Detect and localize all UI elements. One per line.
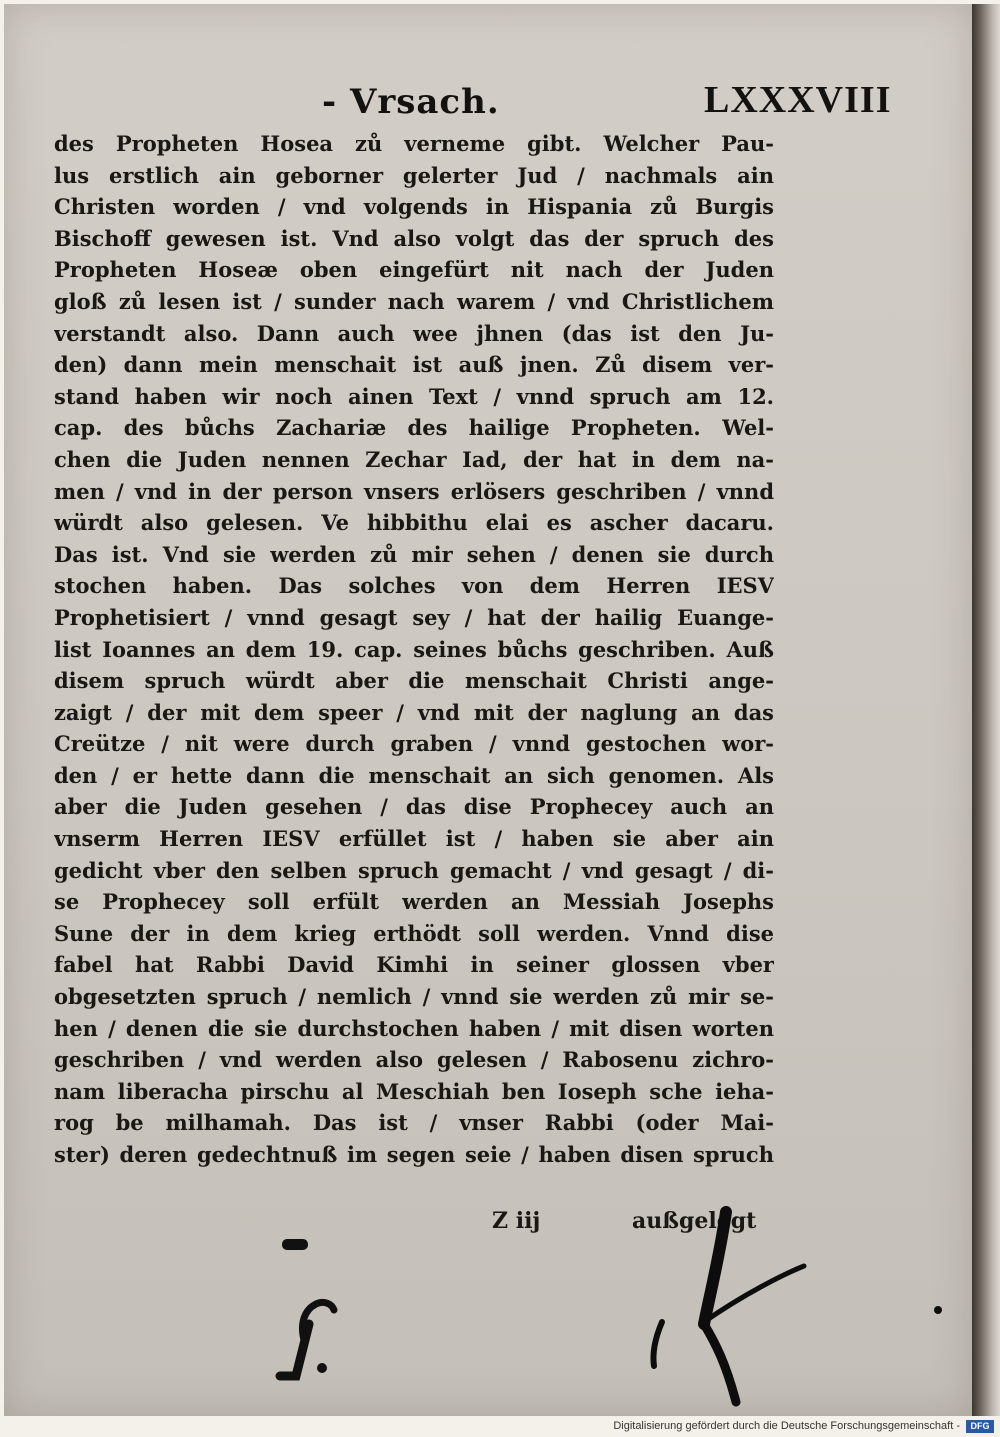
text-line: verstandt also. Dann auch wee jhnen (das ist den Ju- — [54, 320, 774, 346]
text-line: men / vnd in der person vnsers erlösers geschriben / vnnd — [54, 478, 774, 504]
catchword: außgelegt — [632, 1208, 757, 1234]
text-line: vnserm Herren IESV erfüllet ist / haben sie aber ain — [54, 826, 774, 852]
ink-marks — [4, 4, 972, 1416]
text-line: den) dann mein menschait ist auß jnen. Zů disem ver- — [54, 352, 774, 378]
text-line: lus erstlich ain geborner gelerter Jud / nachmals ain — [54, 162, 774, 188]
text-line: gedicht vber den selben spruch gemacht / vnd gesagt / di- — [54, 857, 774, 883]
book-page — [4, 4, 972, 1416]
digitization-footer — [0, 1418, 1000, 1437]
text-line: zaigt / der mit dem speer / vnd mit der naglung an das — [54, 699, 774, 725]
ink-stroke-dash — [282, 1239, 308, 1250]
text-line: Das ist. Vnd sie werden zů mir sehen / denen sie durch — [54, 541, 774, 567]
text-line: rog be milhamah. Das ist / vnser Rabbi (oder Mai- — [54, 1110, 774, 1136]
text-line: cap. des bůchs Zachariæ des hailige Propheten. Wel- — [54, 415, 774, 441]
text-line: Propheten Hoseæ oben eingefürt nit nach der Juden — [54, 257, 774, 283]
text-line: disem spruch würdt aber die menschait Christi ange- — [54, 668, 774, 694]
text-line: ster) deren gedechtnuß im segen seie / haben disen spruch — [54, 1142, 774, 1167]
footer-credit: Digitalisierung gefördert durch die Deutsche Forschungsgemeinschaft - — [613, 1420, 960, 1432]
page-spine-edge — [972, 4, 1000, 1416]
text-line: obgesetzten spruch / nemlich / vnnd sie werden zů mir se- — [54, 984, 774, 1010]
text-line: nam liberacha pirschu al Meschiah ben Ioseph sche ieha- — [54, 1078, 774, 1104]
text-line: list Ioannes an dem 19. cap. seines bůchs geschriben. Auß — [54, 636, 774, 662]
text-line: Christen worden / vnd volgends in Hispania zů Burgis — [54, 194, 774, 220]
text-line: würdt also gelesen. Ve hibbithu elai es ascher dacaru. — [54, 510, 774, 536]
text-line: geschriben / vnd werden also gelesen / Rabosenu zichro- — [54, 1047, 774, 1073]
ink-stroke-left-mark — [280, 1302, 334, 1376]
text-line: se Prophecey soll erfült werden an Messiah Josephs — [54, 889, 774, 915]
dfg-logo: DFG — [966, 1420, 994, 1433]
folio-number: LXXXVIII — [704, 79, 892, 121]
ink-stroke-right-mark — [653, 1212, 942, 1402]
text-line: Prophetisiert / vnnd gesagt sey / hat der hailig Euange- — [54, 604, 774, 630]
text-line: chen die Juden nennen Zechar Iad, der hat in dem na- — [54, 446, 774, 472]
text-line: stand haben wir noch ainen Text / vnnd spruch am 12. — [54, 383, 774, 409]
text-line: Creütze / nit were durch graben / vnnd gestochen wor- — [54, 731, 774, 757]
text-line: stochen haben. Das solches von dem Herren IESV — [54, 573, 774, 599]
running-head: - Vrsach. — [322, 82, 500, 122]
text-line: Bischoff gewesen ist. Vnd also volgt das der spruch des — [54, 225, 774, 251]
text-line: hen / denen die sie durchstochen haben / mit disen worten — [54, 1015, 774, 1041]
text-line: den / er hette dann die menschait an sich genomen. Als — [54, 762, 774, 788]
text-line: fabel hat Rabbi David Kimhi in seiner glossen vber — [54, 952, 774, 978]
text-line: aber die Juden gesehen / das dise Prophecey auch an — [54, 794, 774, 820]
text-line: gloß zů lesen ist / sunder nach warem / vnd Christlichem — [54, 288, 774, 314]
signature-mark: Z iij — [492, 1208, 541, 1234]
text-line: Sune der in dem krieg erthödt soll werden. Vnnd dise — [54, 920, 774, 946]
text-line: des Propheten Hosea zů verneme gibt. Welcher Pau- — [54, 131, 774, 156]
